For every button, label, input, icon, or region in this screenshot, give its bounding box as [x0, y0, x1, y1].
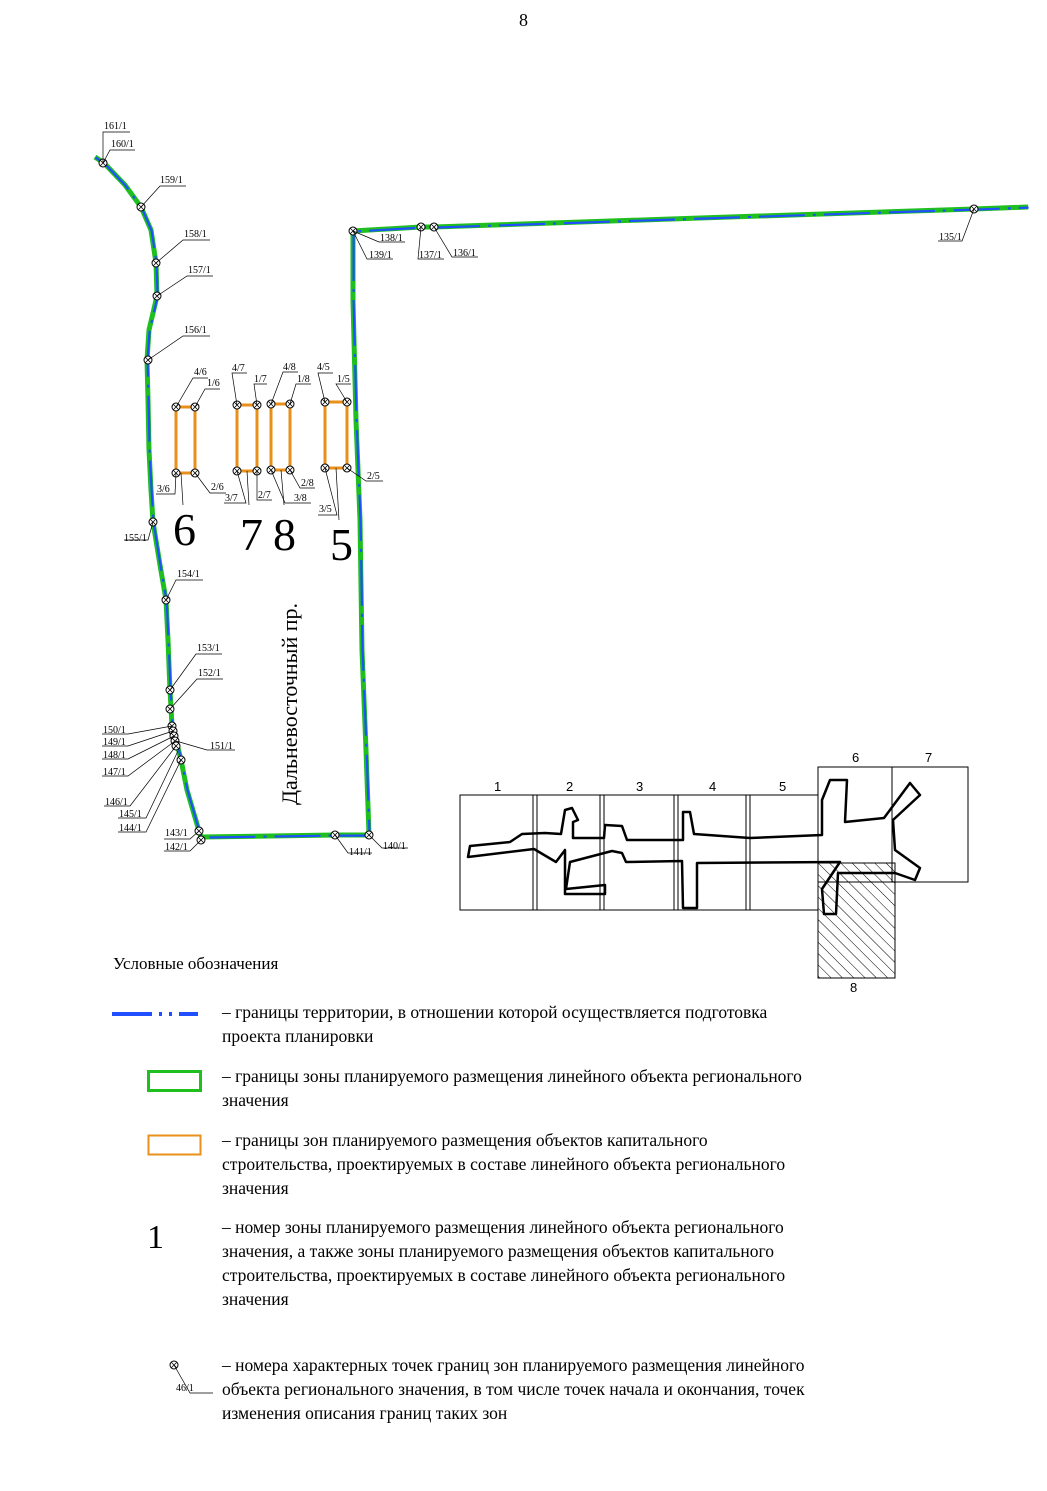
sheet-index	[460, 750, 968, 995]
point-label: 150/1	[103, 725, 126, 736]
legend-title: Условные обозначения	[113, 954, 279, 973]
legend-text: – границы зоны планируемого размещения линейного объекта регионального значения	[222, 1066, 802, 1110]
sheet-label: 6	[852, 750, 860, 765]
linear-zone-symbol	[130, 1070, 220, 1094]
point-label: 139/1	[369, 250, 392, 261]
point-label: 145/1	[119, 809, 142, 820]
point-label: 143/1	[165, 828, 188, 839]
territory-boundary-symbol	[110, 1010, 200, 1020]
road-name: Дальневосточный пр.	[277, 603, 302, 805]
point-label: 2/8	[301, 478, 314, 489]
point-label: 136/1	[453, 248, 476, 259]
point-label: 4/5	[317, 362, 330, 373]
object-zone-7	[237, 405, 257, 471]
object-zone-5	[325, 402, 347, 468]
point-label: 2/7	[258, 490, 271, 501]
point-label: 146/1	[105, 797, 128, 808]
point-label: 154/1	[177, 569, 200, 580]
point-label: 3/8	[294, 493, 307, 504]
zone-number-5: 5	[330, 519, 353, 570]
point-label: 155/1	[124, 533, 147, 544]
point-label: 3/7	[225, 493, 238, 504]
sheet-label: 8	[850, 980, 858, 995]
point-label: 1/7	[254, 374, 267, 385]
sheet-label: 2	[566, 779, 574, 794]
point-label: 160/1	[111, 139, 134, 150]
zone-number-6: 6	[173, 504, 196, 555]
point-label: 2/6	[211, 482, 224, 493]
object-zone-6	[176, 407, 195, 473]
point-label: 151/1	[210, 741, 233, 752]
object-zones	[176, 402, 347, 473]
point-label: 135/1	[939, 232, 962, 243]
point-label: 149/1	[103, 737, 126, 748]
zone-number-7: 7	[240, 509, 263, 560]
sheet-label: 7	[925, 750, 933, 765]
point-label: 159/1	[160, 175, 183, 186]
point-label: 137/1	[419, 250, 442, 261]
page-number: 8	[519, 10, 528, 30]
point-label: 161/1	[104, 121, 127, 132]
point-labels	[103, 121, 962, 858]
point-label: 4/6	[194, 367, 207, 378]
object-zone-symbol	[130, 1134, 220, 1158]
point-label: 142/1	[165, 842, 188, 853]
sheet-label: 3	[636, 779, 644, 794]
legend-text: – границы зон планируемого размещения объектов капитального строительства, проектируемых в составе линейного объекта регионального значения	[222, 1130, 786, 1198]
sheet-label: 5	[779, 779, 787, 794]
legend-text: – номера характерных точек границ зон планируемого размещения линейного объекта регионального значения, в том числе точек начала и окончания, точек изменения описания границ таких зон	[222, 1355, 805, 1423]
sheet-label: 4	[709, 779, 717, 794]
point-label: 4/8	[283, 362, 296, 373]
object-zone-8	[271, 404, 290, 470]
point-label: 1/5	[337, 374, 350, 385]
point-label: 1/6	[207, 378, 220, 389]
legend-text: – границы территории, в отношении которой осуществляется подготовка проекта планировки	[222, 1002, 768, 1046]
point-label: 141/1	[349, 847, 372, 858]
point-label: 2/5	[367, 471, 380, 482]
point-label: 144/1	[119, 823, 142, 834]
point-label: 138/1	[380, 233, 403, 244]
point-label: 153/1	[197, 643, 220, 654]
legend-text: – номер зоны планируемого размещения линейного объекта регионального значения, а также зоны планируемого размещения объектов капитального строительства, проектируемых в составе линейного объекта регионального значения	[222, 1217, 786, 1309]
point-label: 140/1	[383, 841, 406, 852]
zone-number-symbol: 1	[147, 1219, 164, 1256]
sheet-label: 1	[494, 779, 502, 794]
point-label: 158/1	[184, 229, 207, 240]
point-label: 147/1	[103, 767, 126, 778]
point-label: 152/1	[198, 668, 221, 679]
zone-number-8: 8	[273, 509, 296, 560]
point-label: 4/7	[232, 363, 245, 374]
point-label: 3/6	[157, 484, 170, 495]
point-label: 156/1	[184, 325, 207, 336]
point-label: 148/1	[103, 750, 126, 761]
point-marker-label: 46/1	[176, 1383, 194, 1394]
point-label: 157/1	[188, 265, 211, 276]
point-label: 1/8	[297, 374, 310, 385]
point-label: 3/5	[319, 504, 332, 515]
